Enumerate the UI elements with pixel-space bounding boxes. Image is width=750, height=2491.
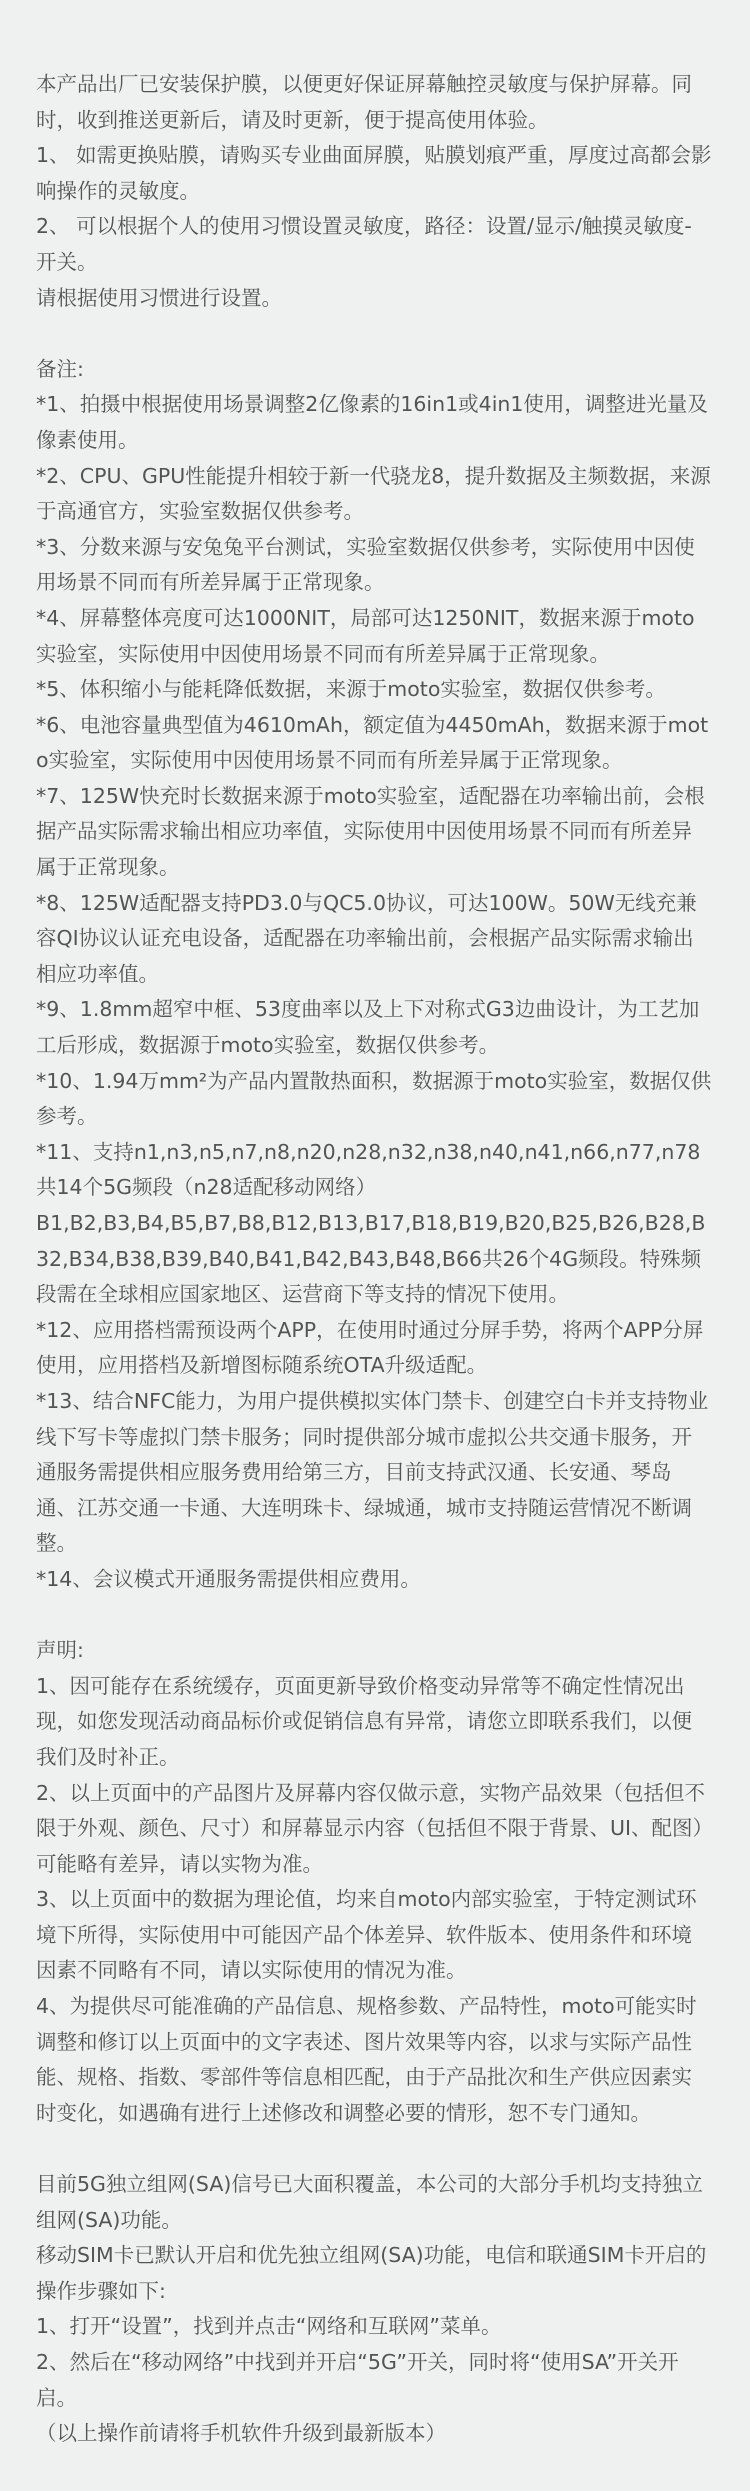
note-item: *3、分数来源与安兔兔平台测试，实验室数据仅供参考，实际使用中因使用场景不同而有所差异属于正常现象。 — [36, 534, 695, 595]
note-item: *7、125W快充时长数据来源于moto实验室，适配器在功率输出前，会根据产品实际需求输出相应功率值，实际使用中因使用场景不同而有所差异属于正常现象。 — [36, 783, 705, 880]
note-item: *14、会议模式开通服务需提供相应费用。 — [36, 1566, 421, 1591]
network-step: 2、然后在“移动网络”中找到并开启“5G”开关，同时将“使用SA”开关开启。 — [36, 2350, 679, 2410]
network-step: 1、打开“设置”，找到并点击“网络和互联网”菜单。 — [36, 2314, 502, 2339]
note-item: *6、电池容量典型值为4610mAh，额定值为4450mAh，数据来源于moto实验室，实际使用中因使用场景不同而有所差异属于正常现象。 — [36, 712, 709, 773]
section-spacer — [36, 316, 712, 352]
statement-heading: 声明: — [36, 1638, 84, 1663]
network-footnote: （以上操作前请将手机软件升级到最新版本） — [36, 2421, 446, 2446]
statement-item: 4、为提供尽可能准确的产品信息、规格参数、产品特性，moto可能实时调整和修订以上页面中的文字表述、图片效果等内容，以求与实际产品性能、规格、指数、零部件等信息相匹配，由于产品批次和生产供应因素实时变化，如遇确有进行上述修改和调整必要的情形，恕不专门通知。 — [36, 1994, 697, 2125]
intro-closing: 请根据使用习惯进行设置。 — [36, 285, 282, 310]
note-item: B1,B2,B3,B4,B5,B7,B8,B12,B13,B17,B18,B19,B20,B25,B26,B28,B32,B34,B38,B39,B40,B41,B42,B43,B48,B66共26个4G频段。特殊频段需在全球相应国家地区、运营商下等支持的情况下使用。 — [36, 1211, 706, 1307]
note-item: *8、125W适配器支持PD3.0与QC5.0协议，可达100W。50W无线充兼容QI协议认证充电设备，适配器在功率输出前，会根据产品实际需求输出相应功率值。 — [36, 890, 697, 986]
note-item: *10、1.94万mm²为产品内置散热面积，数据源于moto实验室，数据仅供参考。 — [36, 1068, 712, 1129]
network-paragraph: 目前5G独立组网(SA)信号已大面积覆盖，本公司的大部分手机均支持独立组网(SA)功能。 — [36, 2172, 703, 2232]
intro-paragraph: 本产品出厂已安装保护膜，以便更好保证屏幕触控灵敏度与保护屏幕。同时，收到推送更新后，请及时更新，便于提高使用体验。 — [36, 72, 692, 132]
intro-item-1: 1、 如需更换贴膜，请购买专业曲面屏膜，贴膜划痕严重，厚度过高都会影响操作的灵敏度。 — [36, 143, 712, 203]
section-spacer — [36, 1598, 712, 1634]
statement-item: 1、因可能存在系统缓存，页面更新导致价格变动异常等不确定性情况出现，如您发现活动商品标价或促销信息有异常，请您立即联系我们，以便我们及时补正。 — [36, 1673, 692, 1769]
note-item: *1、拍摄中根据使用场景调整2亿像素的16in1或4in1使用，调整进光量及像素使用。 — [36, 392, 708, 452]
note-item: *2、CPU、GPU性能提升相较于新一代骁龙8，提升数据及主频数据，来源于高通官方，实验室数据仅供参考。 — [36, 463, 711, 524]
notes-section — [36, 352, 712, 1598]
note-item: *4、屏幕整体亮度可达1000NIT，局部可达1250NIT，数据来源于moto实验室，实际使用中因使用场景不同而有所差异属于正常现象。 — [36, 605, 695, 666]
intro-item-2: 2、 可以根据个人的使用习惯设置灵敏度，路径：设置/显示/触摸灵敏度-开关。 — [36, 214, 692, 274]
statement-section — [36, 1633, 712, 2131]
section-spacer — [36, 2131, 712, 2167]
note-item: *5、体积缩小与能耗降低数据，来源于moto实验室，数据仅供参考。 — [36, 677, 666, 702]
statement-item: 2、以上页面中的产品图片及屏幕内容仅做示意，实物产品效果（包括但不限于外观、颜色、尺寸）和屏幕显示内容（包括但不限于背景、UI、配图）可能略有差异，请以实物为准。 — [36, 1780, 706, 1876]
notes-heading: 备注: — [36, 356, 84, 381]
network-paragraph: 移动SIM卡已默认开启和优先独立组网(SA)功能，电信和联通SIM卡开启的操作步骤如下: — [36, 2243, 707, 2303]
note-item: *13、结合NFC能力，为用户提供模拟实体门禁卡、创建空白卡并支持物业线下写卡等虚拟门禁卡服务；同时提供部分城市虚拟公共交通卡服务，开通服务需提供相应服务费用给第三方，目前支持武汉通、长安通、琴岛通、江苏交通一卡通、大连明珠卡、绿城通，城市支持随运营情况不断调整。 — [36, 1388, 709, 1556]
note-item: *12、应用搭档需预设两个APP，在使用时通过分屏手势，将两个APP分屏使用，应用搭档及新增图标随系统OTA升级适配。 — [36, 1317, 704, 1378]
note-item: *11、支持n1,n3,n5,n7,n8,n20,n28,n32,n38,n40,n41,n66,n77,n78共14个5G频段（n28适配移动网络） — [36, 1139, 701, 1200]
network-section — [36, 2167, 712, 2452]
note-item: *9、1.8mm超窄中框、53度曲率以及上下对称式G3边曲设计，为工艺加工后形成，数据源于moto实验室，数据仅供参考。 — [36, 997, 700, 1058]
intro-section — [36, 67, 712, 316]
statement-item: 3、以上页面中的数据为理论值，均来自moto内部实验室，于特定测试环境下所得，实际使用中可能因产品个体差异、软件版本、使用条件和环境因素不同略有不同，请以实际使用的情况为准。 — [36, 1887, 697, 1983]
